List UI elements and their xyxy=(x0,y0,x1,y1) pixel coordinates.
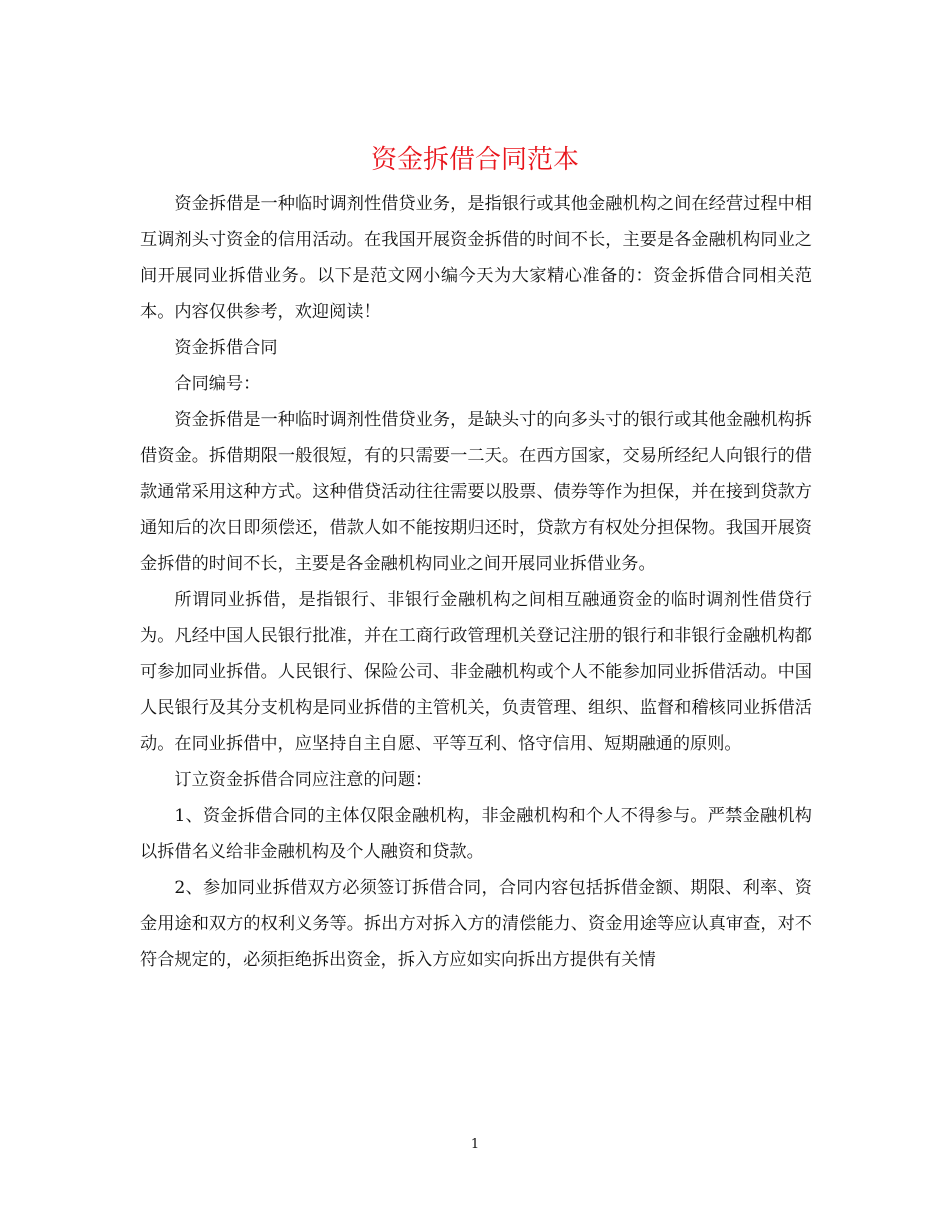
paragraph-intro: 资金拆借是一种临时调剂性借贷业务，是指银行或其他金融机构之间在经营过程中相互调剂头寸资金的信用活动。在我国开展资金拆借的时间不长，主要是各金融机构同业之间开展同业拆借业务。以下是范文网小编今天为大家精心准备的：资金拆借合同相关范本。内容仅供参考，欢迎阅读！ xyxy=(140,194,812,322)
paragraph-notes-heading: 订立资金拆借合同应注意的问题： xyxy=(174,770,433,790)
paragraph-interbank-lending: 所谓同业拆借，是指银行、非银行金融机构之间相互融通资金的临时调剂性借贷行为。凡经中国人民银行批准，并在工商行政管理机关登记注册的银行和非银行金融机构都可参加同业拆借。人民银行、保险公司、非金融机构或个人不能参加同业拆借活动。中国人民银行及其分支机构是同业拆借的主管机关，负责管理、组织、监督和稽核同业拆借活动。在同业拆借中，应坚持自主自愿、平等互利、恪守信用、短期融通的原则。 xyxy=(140,590,812,754)
paragraph-definition: 资金拆借是一种临时调剂性借贷业务，是缺头寸的向多头寸的银行或其他金融机构拆借资金。拆借期限一般很短，有的只需要一二天。在西方国家，交易所经纪人向银行的借款通常采用这种方式。这种借贷活动往往需要以股票、债券等作为担保，并在接到贷款方通知后的次日即须偿还，借款人如不能按期归还时，贷款方有权处分担保物。我国开展资金拆借的时间不长，主要是各金融机构同业之间开展同业拆借业务。 xyxy=(140,410,812,574)
paragraph-note-1: 1、资金拆借合同的主体仅限金融机构，非金融机构和个人不得参与。严禁金融机构以拆借名义给非金融机构及个人融资和贷款。 xyxy=(140,806,812,862)
paragraph-note-2: 2、参加同业拆借双方必须签订拆借合同，合同内容包括拆借金额、期限、利率、资金用途和双方的权利义务等。拆出方对拆入方的清偿能力、资金用途等应认真审查，对不符合规定的，必须拒绝拆出资金，拆入方应如实向拆出方提供有关情 xyxy=(140,878,812,970)
paragraph-contract-heading: 资金拆借合同 xyxy=(174,338,278,358)
paragraph-contract-number: 合同编号： xyxy=(174,374,261,394)
page-number: 1 xyxy=(470,1137,480,1152)
document-body xyxy=(140,186,812,978)
document-title: 资金拆借合同范本 xyxy=(370,145,579,175)
